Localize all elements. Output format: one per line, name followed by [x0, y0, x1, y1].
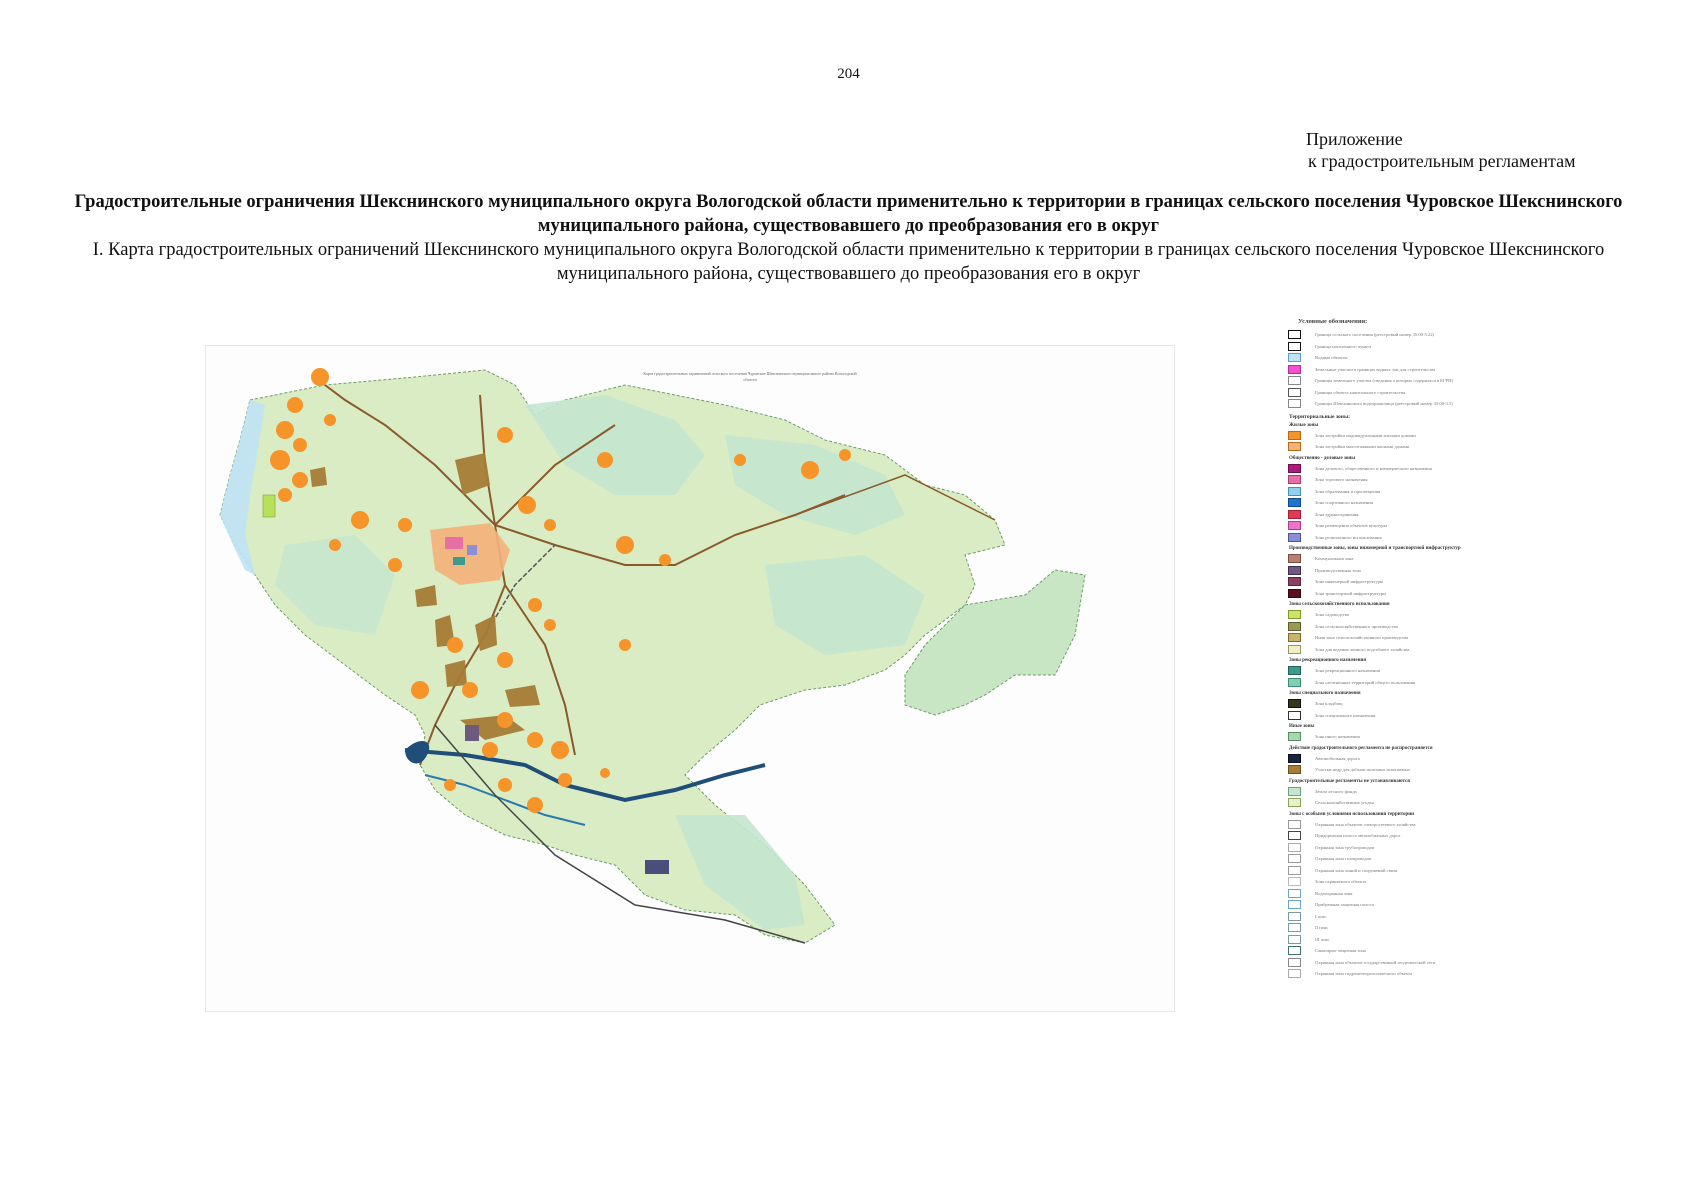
legend-label: Производственная зона [1315, 567, 1361, 573]
settlement [659, 554, 671, 566]
legend-label: Зона охраняемого объекта [1315, 879, 1367, 884]
settlement [311, 368, 329, 386]
legend-label: Прибрежная защитная полоса [1315, 902, 1374, 907]
legend-title: Условные обозначения: [1298, 318, 1368, 325]
legend-label: Зона религиозного использования [1315, 534, 1382, 540]
appendix-note [1306, 128, 1576, 172]
legend-swatch [1288, 754, 1301, 763]
legend-item [1288, 375, 1608, 387]
legend-item [1288, 588, 1608, 600]
legend-item [1288, 329, 1608, 341]
legend-label: Границы земельного участка (сведения о которых содержатся в ЕГРН) [1315, 378, 1454, 383]
legend-swatch [1288, 787, 1301, 796]
legend-label: Зона озелененных территорий общего пользования [1315, 679, 1416, 685]
legend-section-heading: Действие градостроительного регламента не распространяется [1289, 745, 1433, 751]
legend-label: Земельные участки в границах водных зон для строительства [1315, 366, 1436, 372]
legend-section-heading: Градостроительные регламенты не устанавливаются [1289, 778, 1410, 784]
legend-item [1288, 609, 1608, 621]
legend-label: Охранная зона объектов электросетевого хозяйства [1315, 821, 1416, 827]
settlement [270, 450, 290, 470]
legend-label: Зона специального назначения [1315, 712, 1376, 718]
settlement [276, 421, 294, 439]
legend-swatch [1288, 912, 1301, 921]
legend-item [1288, 665, 1608, 677]
settlement [444, 779, 456, 791]
legend-item [1288, 830, 1608, 842]
legend-swatch [1288, 633, 1301, 642]
settlement [600, 768, 610, 778]
settlement [287, 397, 303, 413]
production-zone [645, 860, 669, 874]
legend-swatch [1288, 610, 1301, 619]
legend-section-heading: Зоны с особыми условиями использования территории [1289, 811, 1415, 817]
legend-swatch [1288, 699, 1301, 708]
legend-swatch [1288, 431, 1301, 440]
legend-swatch [1288, 900, 1301, 909]
legend-label: Придорожная полоса автомобильных дорог [1315, 833, 1401, 838]
legend-item [1288, 888, 1608, 900]
settlement [616, 536, 634, 554]
legend-item [1288, 497, 1608, 509]
public-zone [467, 545, 477, 555]
legend-swatch [1288, 533, 1301, 542]
settlement [619, 639, 631, 651]
legend-item [1288, 945, 1608, 957]
legend-swatch [1288, 923, 1301, 932]
legend-swatch [1288, 798, 1301, 807]
legend-item [1288, 819, 1608, 831]
page-number: 204 [837, 66, 860, 82]
legend-label: Охранная зона объектов государственной геодезической сети [1315, 959, 1436, 965]
legend-label: Автомобильная дорога [1315, 755, 1360, 761]
legend-item [1288, 441, 1608, 453]
legend-item [1288, 398, 1608, 410]
legend-label: Земли лесного фонда [1315, 788, 1357, 794]
legend-swatch [1288, 645, 1301, 654]
legend-group-heading: Территориальные зоны: [1289, 413, 1351, 420]
legend-swatch [1288, 566, 1301, 575]
legend-label: Зона делового, общественного и коммерческого назначения [1315, 465, 1432, 471]
legend-item [1288, 911, 1608, 923]
legend-swatch [1288, 765, 1301, 774]
legend-section-heading: Зоны сельскохозяйственного использования [1289, 602, 1390, 607]
legend-swatch [1288, 589, 1301, 598]
legend-label: I пояс [1315, 913, 1327, 919]
legend-item [1288, 957, 1608, 969]
legend-label: Сельскохозяйственные угодья [1315, 800, 1374, 805]
legend-swatch [1288, 521, 1301, 530]
legend-swatch [1288, 388, 1301, 397]
settlement [278, 488, 292, 502]
legend-label: Зона иного назначения [1315, 734, 1360, 739]
legend-swatch [1288, 969, 1301, 978]
legend-item [1288, 698, 1608, 710]
legend-label: Зона рекреационного назначения [1315, 668, 1380, 673]
legend-item [1288, 899, 1608, 911]
legend-label: Зона спортивного назначения [1315, 500, 1373, 505]
settlement [551, 741, 569, 759]
settlement [839, 449, 851, 461]
map-inner-caption: Карта градостроительных ограничений сельского поселения Чуровское Шекснинского муниципального района Вологодской области [643, 371, 857, 382]
legend-swatch [1288, 554, 1301, 563]
legend-item [1288, 352, 1608, 364]
settlement [351, 511, 369, 529]
settlement [398, 518, 412, 532]
settlement [329, 539, 341, 551]
legend-item [1288, 876, 1608, 888]
legend-section-heading: Производственные зоны, зоны инженерной и транспортной инфраструктур [1289, 546, 1461, 551]
settlement [293, 438, 307, 452]
legend-item [1288, 474, 1608, 486]
legend-swatch [1288, 353, 1301, 362]
legend-swatch [1288, 732, 1301, 741]
settlement [528, 598, 542, 612]
legend-item [1288, 364, 1608, 376]
legend-item [1288, 553, 1608, 565]
legend-label: Зона садоводства [1315, 612, 1349, 617]
legend-item [1288, 565, 1608, 577]
legend-label: Зона транспортной инфраструктуры [1315, 590, 1387, 596]
appendix-line-1: Приложение [1306, 129, 1403, 149]
legend-swatch [1288, 475, 1301, 484]
legend-label: Зона кладбищ [1315, 701, 1343, 706]
legend-swatch [1288, 889, 1301, 898]
legend-item [1288, 922, 1608, 934]
legend-swatch [1288, 831, 1301, 840]
legend-item [1288, 644, 1608, 656]
legend-item [1288, 632, 1608, 644]
legend-item [1288, 677, 1608, 689]
legend-label: Охранная зона линий и сооружений связи [1315, 867, 1398, 873]
settlement [482, 742, 498, 758]
legend-swatch [1288, 854, 1301, 863]
settlement [527, 797, 543, 813]
legend-swatch [1288, 946, 1301, 955]
legend-label: Зона застройки малоэтажными жилыми домами [1315, 444, 1410, 449]
legend-swatch [1288, 442, 1301, 451]
legend-item [1288, 865, 1608, 877]
settlement [544, 619, 556, 631]
legend-label: Зона торгового назначения [1315, 477, 1368, 482]
public-zone [453, 557, 465, 565]
legend-label: II пояс [1315, 925, 1329, 930]
settlement [497, 652, 513, 668]
legend-swatch [1288, 464, 1301, 473]
legend-swatch [1288, 843, 1301, 852]
main-title: Градостроительные ограничения Шекснинского муниципального округа Вологодской области применительно к территории в границах сельского поселения Чуровское Шекснинского муниципального района, существовавшего до преобразования его в округ [74, 192, 1623, 236]
appendix-line-2: к градостроительным регламентам [1308, 151, 1576, 171]
legend-swatch [1288, 365, 1301, 374]
settlement [801, 461, 819, 479]
legend-label: Охранная зона газопроводов [1315, 856, 1372, 861]
legend-item [1288, 520, 1608, 532]
legend-section-heading: Жилые зоны [1289, 422, 1319, 428]
legend-swatch [1288, 487, 1301, 496]
legend-item [1288, 786, 1608, 798]
legend-item [1288, 968, 1608, 980]
legend-list [1288, 329, 1608, 980]
legend-item [1288, 486, 1608, 498]
legend-item [1288, 509, 1608, 521]
legend-item [1288, 576, 1608, 588]
legend-section-heading: Зоны рекреационного назначения [1289, 658, 1367, 663]
settlement [462, 682, 478, 698]
legend-label: Санитарно-защитная зона [1315, 948, 1366, 953]
legend-section-heading: Зоны специального назначения [1289, 691, 1361, 696]
legend-swatch [1288, 866, 1301, 875]
legend-label: Охранная зона трубопроводов [1315, 844, 1375, 850]
settlement [388, 558, 402, 572]
legend-swatch [1288, 330, 1301, 339]
legend-swatch [1288, 877, 1301, 886]
legend-swatch [1288, 498, 1301, 507]
legend-label: Иная зона сельскохозяйственного производства [1315, 635, 1409, 640]
legend-item [1288, 341, 1608, 353]
industrial-zone [310, 467, 327, 487]
settlement [734, 454, 746, 466]
legend-item [1288, 532, 1608, 544]
legend-swatch [1288, 958, 1301, 967]
legend-label: Водные объекты [1315, 355, 1348, 360]
settlement [527, 732, 543, 748]
legend-label: Границы Шекснинского водохранилища (реестровый номер 35:00-3.5) [1315, 401, 1453, 406]
legend-label: Зона сельскохозяйственного производства [1315, 623, 1398, 629]
legend-swatch [1288, 376, 1301, 385]
legend-swatch [1288, 666, 1301, 675]
legend-item [1288, 731, 1608, 743]
settlement [411, 681, 429, 699]
legend-label: III пояс [1315, 936, 1330, 942]
legend-swatch [1288, 342, 1301, 351]
map-subtitle: I. Карта градостроительных ограничений Шекснинского муниципального округа Вологодской области применительно к территории в границах сельского поселения Чуровское Шекснинского муниципального района, существовавшего до преобразования его в округ [92, 240, 1605, 284]
legend-label: Зона инженерной инфраструктуры [1315, 579, 1384, 584]
settlement [447, 637, 463, 653]
legend-item [1288, 842, 1608, 854]
legend-label: Охранная зона гидрометеорологического объекта [1315, 971, 1413, 976]
legend-item [1288, 764, 1608, 776]
settlement [558, 773, 572, 787]
legend-label: Зона застройки индивидуальными жилыми домами [1315, 432, 1416, 438]
settlement [597, 452, 613, 468]
settlement [292, 472, 308, 488]
settlement [518, 496, 536, 514]
legend-item [1288, 797, 1608, 809]
legend-swatch [1288, 820, 1301, 829]
settlement [324, 414, 336, 426]
legend-item [1288, 853, 1608, 865]
settlement [497, 427, 513, 443]
legend-label: Граница населенного пункта [1315, 343, 1372, 349]
legend-label: Границы объекта капитального строительства [1315, 389, 1406, 395]
legend-label: Участки недр для добычи полезных ископаемых [1315, 767, 1411, 772]
legend-item [1288, 430, 1608, 442]
legend-swatch [1288, 399, 1301, 408]
production-zone [465, 725, 479, 741]
legend-item [1288, 387, 1608, 399]
legend-swatch [1288, 935, 1301, 944]
legend-swatch [1288, 577, 1301, 586]
garden-zone [263, 495, 275, 517]
legend-label: Коммунальная зона [1315, 556, 1354, 561]
settlement [497, 712, 513, 728]
legend-swatch [1288, 711, 1301, 720]
legend-label: Граница сельского поселения (реестровый номер 35:00-5.22) [1315, 332, 1435, 337]
legend-swatch [1288, 678, 1301, 687]
territory-map [205, 345, 1173, 1010]
legend-label: Зона здравоохранения [1315, 511, 1359, 517]
legend-item [1288, 753, 1608, 765]
legend-item [1288, 621, 1608, 633]
legend-swatch [1288, 510, 1301, 519]
settlement [544, 519, 556, 531]
legend-section-heading: Иные зоны [1289, 724, 1315, 729]
title-block [60, 190, 1637, 286]
legend-section-heading: Общественно - деловые зоны [1289, 455, 1356, 461]
legend-label: Зона для ведения личного подсобного хозяйства [1315, 646, 1410, 652]
settlement [498, 778, 512, 792]
legend-item [1288, 934, 1608, 946]
public-zone [445, 537, 463, 549]
legend-label: Зона образования и просвещения [1315, 488, 1381, 494]
legend-item [1288, 710, 1608, 722]
legend-label: Зона размещения объектов культуры [1315, 523, 1387, 528]
map-legend [1288, 318, 1608, 980]
legend-item [1288, 463, 1608, 475]
legend-label: Водоохранная зона [1315, 890, 1353, 896]
legend-swatch [1288, 622, 1301, 631]
